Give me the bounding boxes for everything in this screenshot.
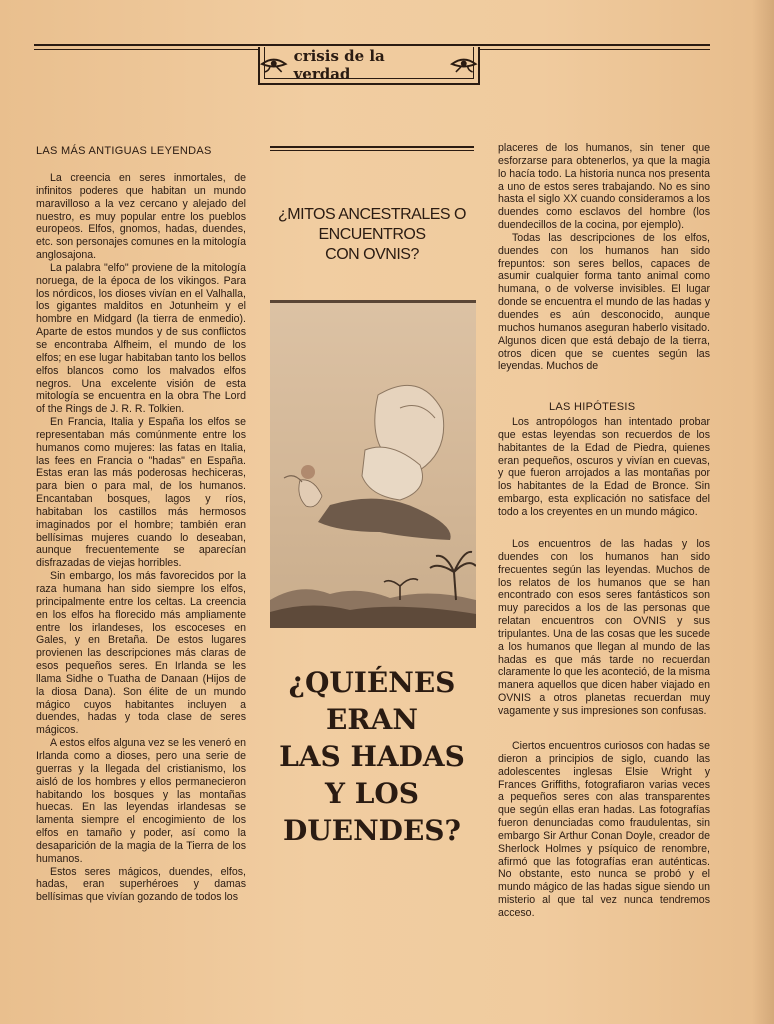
title-line: Y LOS bbox=[324, 777, 420, 810]
article-subtitle bbox=[262, 205, 482, 265]
column1-text bbox=[36, 172, 246, 904]
subtitle-line: ENCUENTROS bbox=[318, 226, 426, 243]
paragraph: Los encuentros de las hadas y los duendes con los humanos han sido frecuentes según las leyendas. Muchos de los relatos de los humanos que se han encontrado con esos seres fantásticos son muy parecidos a los de las personas que relatan encuentros con OVNIS y sus tripulantes. Una de las cosas que les sucede a los humanos que llegan al mundo de las hadas es que más tarde no recuerdan claramente lo que les aconteció, de la misma manera aquellos que dicen haber viajado en OVNIS a otros planetas recuerdan muy vagamente y sus impresiones son confusas. bbox=[498, 538, 710, 717]
column1-heading: LAS MÁS ANTIGUAS LEYENDAS bbox=[36, 145, 212, 157]
eye-of-horus-icon bbox=[450, 57, 478, 73]
paragraph: A estos elfos alguna vez se les veneró en Irlanda como a dioses, pero una serie de guerras y la llegada del cristianismo, los aisló de los hombres y ellos permanecieron habitando los bosques y las montañas huecas. En las leyendas irlandesas se lamenta siempre el encogimiento de los elfos en tamaño y poder, así como la desaparición de la magia de la Tierra de los humanos. bbox=[36, 737, 246, 865]
subtitle-line: CON OVNIS? bbox=[325, 246, 419, 263]
paragraph: Todas las descripciones de los elfos, duendes con los humanos han sido frepuntos: son seres bellos, capaces de asumir cualquier forma tanto animal como humana, o de volverse invisibles. El lugar donde se encuentra el mundo de las hadas y duendes es aún desconocido, aunque muchos humanos aseguran haberlo visitado. Algunos dicen que está debajo de la tierra, otros dicen que se cuentes según las leyendas. Muchos de bbox=[498, 231, 710, 373]
paragraph: La palabra "elfo" proviene de la mitología noruega, de la época de los vikingos. Para los nórdicos, los dioses vivían en el Valhalla, los gigantes malditos en Jotunheim y el hombre en Midgard (la tierra de enmedio). Aparte de estos mundos y de sus conflictos se encontraba Alfheim, el mundo de los elfos; en ese lugar habitaban tanto los bellos elfos blancos como los malvados elfos negros. Una excelente visión de esta mitología se encuentra en la obra The Lord of the Rings de J. R. R. Tolkien. bbox=[36, 261, 246, 416]
middle-rule bbox=[270, 146, 474, 148]
title-line: ERAN bbox=[326, 703, 418, 736]
subtitle-line: ¿MITOS ANCESTRALES O bbox=[278, 206, 466, 223]
header-rule bbox=[34, 44, 710, 46]
paragraph: Ciertos encuentros curiosos con hadas se dieron a principios de siglo, cuando las adolescentes inglesas Elsie Wright y Frances Griffiths, fotografiaron varias veces a pequeños seres con alas transparentes que según ellas eran hadas. Las fotografías fueron denunciadas como fraudulentas, sin embargo Sir Arthur Conan Doyle, creador de Sherlock Holmes y psíquico de renombre, afirmó que las fotografías eran auténticas. No obstante, esto nunca se probó y el mundo mágico de las hadas sigue siendo un misterio al que tal vez nunca tendremos acceso. bbox=[498, 740, 710, 919]
column3-text-c bbox=[498, 538, 710, 718]
title-line: LAS HADAS bbox=[279, 740, 465, 773]
small-fairy-head bbox=[301, 465, 315, 479]
paragraph: En Francia, Italia y España los elfos se representaban más comúnmente entre los humanos como mujeres: las fatas en Italia, las fees en Francia o "hadas" en España. Estas eran las más poderosas hechiceras, para bien o para mal, de los humanos. Encantaban bosques, lagos y ríos, habitaban los castillos más hermosos imaginados por el hombre; también eran bellísimas mujeres cuando lo deseaban, aunque frecuentemente se aparecían disfrazadas de viejas horribles. bbox=[36, 416, 246, 570]
section-header bbox=[258, 47, 480, 85]
title-line: DUENDES? bbox=[283, 814, 461, 847]
column3-text-b bbox=[498, 416, 710, 519]
fairy-illustration bbox=[270, 300, 476, 628]
paragraph: Los antropólogos han intentado probar que estas leyendas son recuerdos de los habitantes de la Edad de Piedra, quienes eran pequeños, oscuros y vivían en cuevas, y que fueron arrojados a las montañas por los habitantes de la Edad de Bronce. Sin embargo, esta explicación no satisface del todo a los creyentes en un mundo mágico. bbox=[498, 416, 710, 518]
title-line: ¿QUIÉNES bbox=[288, 666, 456, 699]
hypotheses-heading: LAS HIPÓTESIS bbox=[549, 401, 636, 413]
column3-text-a bbox=[498, 142, 710, 373]
article-title bbox=[262, 664, 482, 849]
column3-text-d bbox=[498, 740, 710, 920]
paragraph: Estos seres mágicos, duendes, elfos, hadas, eran superhéroes y damas bellísimas que vivían gozando de todos los bbox=[36, 865, 246, 904]
paragraph: La creencia en seres inmortales, de infinitos poderes que habitan un mundo maravilloso a la vez cercano y alejado del nuestro, es muy popular entre los pueblos europeos. Elfos, gnomos, hadas, duendes, etc. son personajes comunes en la mitología anglosajona. bbox=[36, 172, 246, 262]
eye-of-horus-icon bbox=[260, 57, 288, 73]
page-edge-shadow bbox=[752, 0, 774, 1024]
middle-rule-thin bbox=[270, 150, 474, 151]
paragraph: placeres de los humanos, sin tener que esforzarse para obtenerlos, ya que la magia lo hacía todo. La historia nunca nos presenta a uno de estos seres trabajando. No es sino hasta el siglo XX cuando consideramos a los duendes como esclavos del hombre (los duendecillos de la cocina, por ejemplo). bbox=[498, 142, 710, 232]
illustration-top-edge bbox=[270, 300, 476, 303]
paragraph: Sin embargo, los más favorecidos por la raza humana han sido siempre los elfos, principalmente entre los celtas. La creencia en los elfos ha florecido más ampliamente entre los irlandeses, los escoceses en Gales, y en Bretaña. De estos lugares provienen las descripciones más claras de esos pequeños seres. En Irlanda se les llama Sidhe o Tuatha de Danaan (Hijos de la diosa Dana). Son élite de un mundo mágico cuyos habitantes incluyen a duendes, hadas y toda clase de seres mágicos. bbox=[36, 570, 246, 737]
section-title: crisis de la verdad bbox=[293, 47, 385, 83]
